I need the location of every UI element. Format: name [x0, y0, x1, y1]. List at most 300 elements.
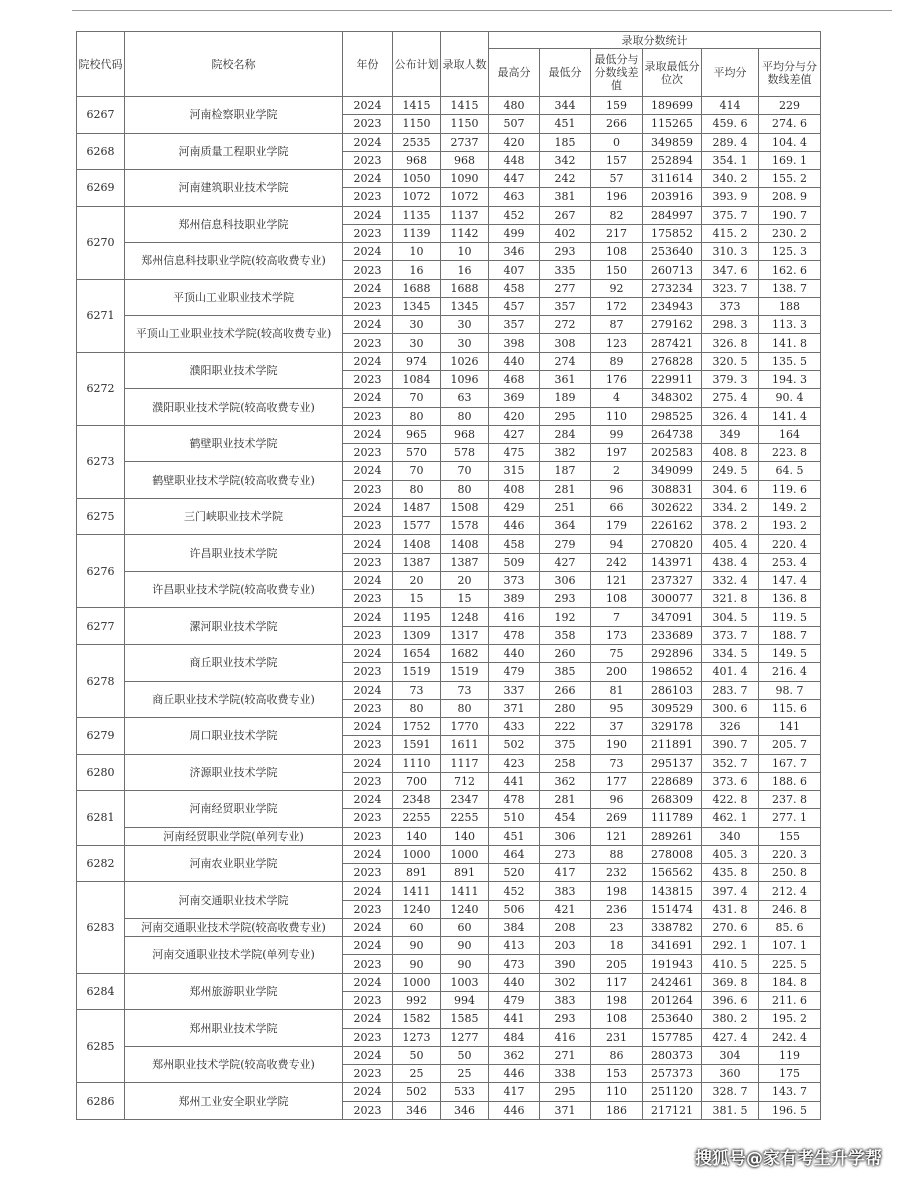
school-code: 6270 — [77, 206, 125, 279]
cell-max: 473 — [489, 955, 540, 973]
cell-admitted: 891 — [441, 864, 489, 882]
cell-min-rank: 300077 — [643, 590, 702, 608]
cell-min-rank: 143971 — [643, 553, 702, 571]
cell-min: 187 — [540, 462, 591, 480]
cell-year: 2023 — [343, 955, 393, 973]
cell-avg-diff: 212. 4 — [759, 882, 821, 900]
school-code: 6276 — [77, 535, 125, 608]
cell-plan: 20 — [393, 571, 441, 589]
cell-year: 2023 — [343, 900, 393, 918]
cell-avg: 414 — [702, 97, 759, 115]
cell-max: 510 — [489, 809, 540, 827]
table-row — [77, 133, 821, 151]
cell-plan: 60 — [393, 918, 441, 936]
cell-max: 427 — [489, 425, 540, 443]
cell-avg: 422. 8 — [702, 791, 759, 809]
cell-min: 192 — [540, 608, 591, 626]
cell-min-diff: 179 — [591, 517, 643, 535]
cell-avg-diff: 229 — [759, 97, 821, 115]
cell-max: 433 — [489, 718, 540, 736]
cell-year: 2023 — [343, 992, 393, 1010]
cell-min-diff: 157 — [591, 151, 643, 169]
cell-min: 358 — [540, 626, 591, 644]
cell-avg-diff: 85. 6 — [759, 918, 821, 936]
cell-min: 335 — [540, 261, 591, 279]
cell-min: 342 — [540, 151, 591, 169]
cell-min-diff: 37 — [591, 718, 643, 736]
cell-min-diff: 153 — [591, 1065, 643, 1083]
cell-min: 383 — [540, 882, 591, 900]
cell-year: 2024 — [343, 791, 393, 809]
cell-min-rank: 302622 — [643, 498, 702, 516]
cell-avg-diff: 169. 1 — [759, 151, 821, 169]
school-code: 6282 — [77, 845, 125, 882]
cell-min-rank: 242461 — [643, 973, 702, 991]
cell-min: 266 — [540, 681, 591, 699]
cell-avg-diff: 119. 6 — [759, 480, 821, 498]
cell-plan: 1150 — [393, 115, 441, 133]
top-rule — [72, 10, 892, 11]
school-code: 6286 — [77, 1083, 125, 1120]
cell-min-diff: 269 — [591, 809, 643, 827]
cell-min-rank: 268309 — [643, 791, 702, 809]
cell-min: 274 — [540, 352, 591, 370]
cell-min-diff: 108 — [591, 1010, 643, 1028]
cell-plan: 700 — [393, 772, 441, 790]
cell-avg: 349 — [702, 425, 759, 443]
cell-min: 293 — [540, 590, 591, 608]
cell-max: 446 — [489, 517, 540, 535]
cell-min-diff: 242 — [591, 553, 643, 571]
cell-min-rank: 233689 — [643, 626, 702, 644]
cell-min: 273 — [540, 845, 591, 863]
cell-year: 2024 — [343, 279, 393, 297]
cell-year: 2023 — [343, 188, 393, 206]
cell-min: 451 — [540, 115, 591, 133]
cell-min: 281 — [540, 480, 591, 498]
cell-plan: 25 — [393, 1065, 441, 1083]
cell-max: 446 — [489, 1101, 540, 1119]
table-row — [77, 316, 821, 334]
school-code: 6271 — [77, 279, 125, 352]
cell-avg-diff: 162. 6 — [759, 261, 821, 279]
cell-max: 429 — [489, 498, 540, 516]
cell-avg-diff: 190. 7 — [759, 206, 821, 224]
cell-min-rank: 217121 — [643, 1101, 702, 1119]
school-code: 6285 — [77, 1010, 125, 1083]
cell-min-diff: 81 — [591, 681, 643, 699]
cell-avg-diff: 205. 7 — [759, 736, 821, 754]
cell-avg: 323. 7 — [702, 279, 759, 297]
cell-year: 2024 — [343, 973, 393, 991]
cell-min: 308 — [540, 334, 591, 352]
cell-min-diff: 95 — [591, 699, 643, 717]
table-body — [77, 97, 821, 1120]
cell-plan: 10 — [393, 243, 441, 261]
cell-min-diff: 217 — [591, 224, 643, 242]
cell-min: 357 — [540, 297, 591, 315]
table-row — [77, 845, 821, 863]
table-row — [77, 791, 821, 809]
cell-min: 267 — [540, 206, 591, 224]
cell-min-rank: 175852 — [643, 224, 702, 242]
cell-avg: 275. 4 — [702, 389, 759, 407]
cell-avg: 304 — [702, 1046, 759, 1064]
cell-year: 2024 — [343, 718, 393, 736]
cell-year: 2023 — [343, 444, 393, 462]
cell-plan: 1000 — [393, 973, 441, 991]
cell-admitted: 2255 — [441, 809, 489, 827]
table-row — [77, 352, 821, 370]
cell-min-rank: 270820 — [643, 535, 702, 553]
cell-min: 416 — [540, 1028, 591, 1046]
table-row — [77, 97, 821, 115]
cell-admitted: 346 — [441, 1101, 489, 1119]
school-code: 6273 — [77, 425, 125, 498]
cell-plan: 1345 — [393, 297, 441, 315]
cell-year: 2023 — [343, 699, 393, 717]
cell-max: 451 — [489, 827, 540, 845]
school-code: 6284 — [77, 973, 125, 1010]
cell-avg-diff: 149. 5 — [759, 644, 821, 662]
cell-year: 2024 — [343, 681, 393, 699]
cell-min: 306 — [540, 571, 591, 589]
cell-max: 420 — [489, 133, 540, 151]
cell-avg-diff: 225. 5 — [759, 955, 821, 973]
cell-admitted: 1387 — [441, 553, 489, 571]
cell-admitted: 2737 — [441, 133, 489, 151]
cell-min: 293 — [540, 243, 591, 261]
cell-avg-diff: 230. 2 — [759, 224, 821, 242]
school-name: 郑州旅游职业学院 — [125, 973, 343, 1010]
cell-avg: 438. 4 — [702, 553, 759, 571]
cell-plan: 1688 — [393, 279, 441, 297]
cell-avg: 373 — [702, 297, 759, 315]
cell-max: 441 — [489, 772, 540, 790]
cell-plan: 1050 — [393, 170, 441, 188]
cell-plan: 16 — [393, 261, 441, 279]
header-max: 最高分 — [489, 49, 540, 97]
cell-min-diff: 266 — [591, 115, 643, 133]
cell-max: 463 — [489, 188, 540, 206]
cell-admitted: 968 — [441, 151, 489, 169]
cell-year: 2023 — [343, 1065, 393, 1083]
cell-avg: 396. 6 — [702, 992, 759, 1010]
cell-min-diff: 205 — [591, 955, 643, 973]
school-code: 6278 — [77, 644, 125, 717]
school-name: 濮阳职业技术学院(较高收费专业) — [125, 389, 343, 426]
cell-plan: 90 — [393, 955, 441, 973]
school-name: 郑州职业技术学院(较高收费专业) — [125, 1046, 343, 1083]
cell-min: 371 — [540, 1101, 591, 1119]
school-name: 漯河职业技术学院 — [125, 608, 343, 645]
cell-max: 389 — [489, 590, 540, 608]
cell-year: 2023 — [343, 663, 393, 681]
cell-plan: 1084 — [393, 370, 441, 388]
cell-min-rank: 228689 — [643, 772, 702, 790]
cell-plan: 1240 — [393, 900, 441, 918]
cell-min-rank: 341691 — [643, 937, 702, 955]
table-row — [77, 973, 821, 991]
table-row — [77, 206, 821, 224]
cell-plan: 1135 — [393, 206, 441, 224]
cell-avg: 401. 4 — [702, 663, 759, 681]
cell-min-diff: 150 — [591, 261, 643, 279]
cell-year: 2023 — [343, 864, 393, 882]
school-name: 河南交通职业技术学院(单列专业) — [125, 937, 343, 974]
cell-admitted: 73 — [441, 681, 489, 699]
cell-min-diff: 86 — [591, 1046, 643, 1064]
cell-avg: 360 — [702, 1065, 759, 1083]
cell-avg: 379. 3 — [702, 370, 759, 388]
cell-max: 447 — [489, 170, 540, 188]
cell-admitted: 1317 — [441, 626, 489, 644]
cell-avg-diff: 188. 7 — [759, 626, 821, 644]
cell-admitted: 63 — [441, 389, 489, 407]
cell-year: 2023 — [343, 480, 393, 498]
cell-max: 440 — [489, 973, 540, 991]
cell-avg-diff: 164 — [759, 425, 821, 443]
cell-avg: 393. 9 — [702, 188, 759, 206]
cell-plan: 1411 — [393, 882, 441, 900]
cell-year: 2024 — [343, 206, 393, 224]
cell-year: 2023 — [343, 736, 393, 754]
table-row — [77, 425, 821, 443]
cell-year: 2023 — [343, 827, 393, 845]
school-code: 6267 — [77, 97, 125, 134]
cell-year: 2023 — [343, 1028, 393, 1046]
table-row — [77, 462, 821, 480]
cell-admitted: 1277 — [441, 1028, 489, 1046]
cell-min-diff: 2 — [591, 462, 643, 480]
cell-max: 408 — [489, 480, 540, 498]
school-code: 6280 — [77, 754, 125, 791]
cell-min: 242 — [540, 170, 591, 188]
cell-avg-diff: 115. 6 — [759, 699, 821, 717]
cell-min-diff: 96 — [591, 480, 643, 498]
cell-min-diff: 18 — [591, 937, 643, 955]
table-row — [77, 718, 821, 736]
cell-avg: 340 — [702, 827, 759, 845]
cell-min: 375 — [540, 736, 591, 754]
cell-year: 2024 — [343, 243, 393, 261]
school-name: 济源职业技术学院 — [125, 754, 343, 791]
cell-max: 478 — [489, 626, 540, 644]
cell-year: 2024 — [343, 170, 393, 188]
header-avg-diff: 平均分与分数线差值 — [759, 49, 821, 97]
cell-max: 458 — [489, 535, 540, 553]
cell-max: 468 — [489, 370, 540, 388]
cell-plan: 80 — [393, 699, 441, 717]
cell-max: 357 — [489, 316, 540, 334]
cell-min-rank: 111789 — [643, 809, 702, 827]
school-name: 周口职业技术学院 — [125, 718, 343, 755]
cell-admitted: 30 — [441, 316, 489, 334]
cell-avg-diff: 98. 7 — [759, 681, 821, 699]
cell-admitted: 1611 — [441, 736, 489, 754]
cell-plan: 70 — [393, 389, 441, 407]
cell-min-rank: 251120 — [643, 1083, 702, 1101]
school-name: 郑州信息科技职业学院 — [125, 206, 343, 243]
cell-avg-diff: 155. 2 — [759, 170, 821, 188]
cell-avg-diff: 125. 3 — [759, 243, 821, 261]
cell-max: 479 — [489, 992, 540, 1010]
school-name: 河南农业职业学院 — [125, 845, 343, 882]
cell-min: 281 — [540, 791, 591, 809]
cell-max: 446 — [489, 1065, 540, 1083]
school-name: 鹤壁职业技术学院 — [125, 425, 343, 462]
cell-min-diff: 196 — [591, 188, 643, 206]
cell-min: 417 — [540, 864, 591, 882]
cell-avg: 283. 7 — [702, 681, 759, 699]
cell-avg: 381. 5 — [702, 1101, 759, 1119]
cell-plan: 140 — [393, 827, 441, 845]
cell-min-rank: 202583 — [643, 444, 702, 462]
cell-plan: 1577 — [393, 517, 441, 535]
header-min-diff: 最低分与分数线差值 — [591, 49, 643, 97]
cell-min: 295 — [540, 1083, 591, 1101]
cell-min-rank: 347091 — [643, 608, 702, 626]
cell-year: 2024 — [343, 571, 393, 589]
school-name: 河南交通职业技术学院 — [125, 882, 343, 919]
cell-avg-diff: 188 — [759, 297, 821, 315]
cell-min-rank: 264738 — [643, 425, 702, 443]
cell-avg: 347. 6 — [702, 261, 759, 279]
table-row — [77, 243, 821, 261]
cell-min-rank: 280373 — [643, 1046, 702, 1064]
cell-min-rank: 284997 — [643, 206, 702, 224]
cell-year: 2024 — [343, 608, 393, 626]
school-name: 郑州工业安全职业学院 — [125, 1083, 343, 1120]
cell-min: 271 — [540, 1046, 591, 1064]
school-code: 6281 — [77, 791, 125, 846]
cell-admitted: 1345 — [441, 297, 489, 315]
cell-plan: 502 — [393, 1083, 441, 1101]
cell-avg-diff: 194. 3 — [759, 370, 821, 388]
cell-year: 2023 — [343, 517, 393, 535]
cell-year: 2023 — [343, 1101, 393, 1119]
cell-avg-diff: 107. 1 — [759, 937, 821, 955]
cell-year: 2023 — [343, 553, 393, 571]
cell-max: 423 — [489, 754, 540, 772]
cell-min-rank: 308831 — [643, 480, 702, 498]
cell-max: 407 — [489, 261, 540, 279]
cell-min-diff: 198 — [591, 992, 643, 1010]
cell-max: 509 — [489, 553, 540, 571]
cell-avg: 459. 6 — [702, 115, 759, 133]
cell-max: 441 — [489, 1010, 540, 1028]
cell-min-diff: 73 — [591, 754, 643, 772]
cell-admitted: 1585 — [441, 1010, 489, 1028]
table-row — [77, 389, 821, 407]
table-row — [77, 170, 821, 188]
cell-avg-diff: 138. 7 — [759, 279, 821, 297]
cell-min: 251 — [540, 498, 591, 516]
cell-min-rank: 287421 — [643, 334, 702, 352]
cell-min-diff: 57 — [591, 170, 643, 188]
cell-avg: 320. 5 — [702, 352, 759, 370]
cell-avg: 321. 8 — [702, 590, 759, 608]
cell-plan: 1752 — [393, 718, 441, 736]
header-min-rank: 录取最低分位次 — [643, 49, 702, 97]
cell-min-rank: 289261 — [643, 827, 702, 845]
cell-min: 390 — [540, 955, 591, 973]
cell-min-diff: 190 — [591, 736, 643, 754]
cell-avg-diff: 277. 1 — [759, 809, 821, 827]
cell-min-rank: 338782 — [643, 918, 702, 936]
cell-min: 279 — [540, 535, 591, 553]
cell-avg: 373. 6 — [702, 772, 759, 790]
cell-avg-diff: 143. 7 — [759, 1083, 821, 1101]
cell-min-diff: 99 — [591, 425, 643, 443]
header-min: 最低分 — [540, 49, 591, 97]
cell-min-rank: 201264 — [643, 992, 702, 1010]
cell-avg: 249. 5 — [702, 462, 759, 480]
cell-avg-diff: 141 — [759, 718, 821, 736]
cell-min: 222 — [540, 718, 591, 736]
cell-plan: 80 — [393, 407, 441, 425]
cell-max: 362 — [489, 1046, 540, 1064]
cell-admitted: 1137 — [441, 206, 489, 224]
cell-min: 302 — [540, 973, 591, 991]
cell-admitted: 80 — [441, 480, 489, 498]
cell-min-diff: 117 — [591, 973, 643, 991]
cell-max: 452 — [489, 882, 540, 900]
cell-min-diff: 186 — [591, 1101, 643, 1119]
cell-avg-diff: 196. 5 — [759, 1101, 821, 1119]
cell-avg-diff: 64. 5 — [759, 462, 821, 480]
cell-admitted: 90 — [441, 955, 489, 973]
cell-avg: 340. 2 — [702, 170, 759, 188]
cell-max: 499 — [489, 224, 540, 242]
cell-max: 480 — [489, 97, 540, 115]
cell-min: 382 — [540, 444, 591, 462]
cell-admitted: 1096 — [441, 370, 489, 388]
cell-avg: 405. 4 — [702, 535, 759, 553]
cell-plan: 70 — [393, 462, 441, 480]
cell-year: 2024 — [343, 918, 393, 936]
cell-year: 2023 — [343, 772, 393, 790]
cell-min-diff: 123 — [591, 334, 643, 352]
cell-min-diff: 4 — [591, 389, 643, 407]
cell-avg: 373. 7 — [702, 626, 759, 644]
cell-plan: 1519 — [393, 663, 441, 681]
cell-min: 381 — [540, 188, 591, 206]
cell-min-diff: 0 — [591, 133, 643, 151]
cell-max: 398 — [489, 334, 540, 352]
cell-admitted: 1578 — [441, 517, 489, 535]
cell-min-diff: 75 — [591, 644, 643, 662]
cell-min-rank: 198652 — [643, 663, 702, 681]
cell-min-diff: 172 — [591, 297, 643, 315]
cell-min: 284 — [540, 425, 591, 443]
cell-max: 369 — [489, 389, 540, 407]
cell-min: 295 — [540, 407, 591, 425]
cell-min: 203 — [540, 937, 591, 955]
cell-avg: 352. 7 — [702, 754, 759, 772]
cell-avg-diff: 188. 6 — [759, 772, 821, 790]
cell-avg-diff: 220. 4 — [759, 535, 821, 553]
cell-admitted: 1090 — [441, 170, 489, 188]
cell-max: 475 — [489, 444, 540, 462]
cell-admitted: 15 — [441, 590, 489, 608]
cell-admitted: 25 — [441, 1065, 489, 1083]
cell-max: 464 — [489, 845, 540, 863]
cell-plan: 80 — [393, 480, 441, 498]
cell-avg-diff: 136. 8 — [759, 590, 821, 608]
cell-min: 280 — [540, 699, 591, 717]
cell-max: 371 — [489, 699, 540, 717]
